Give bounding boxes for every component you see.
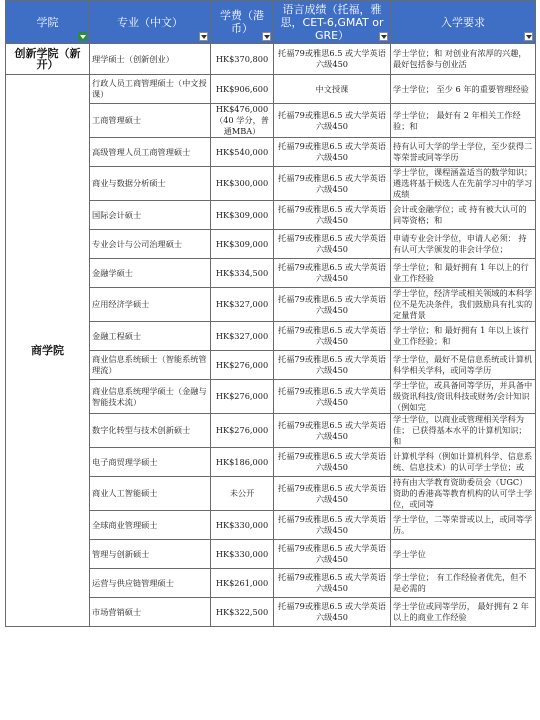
header-language — [274, 1, 391, 44]
major-cell[interactable]: 市场营销硕士 — [90, 598, 211, 627]
major-cell[interactable]: 工商管理硕士 — [90, 104, 211, 138]
requirement-cell[interactable]: 会计或金融学位；或 持有被大认可的同等资格；和 — [391, 201, 536, 230]
header-fee — [211, 1, 274, 44]
language-cell[interactable]: 托福79或雅思6.5 或大学英语六级450 — [274, 44, 391, 75]
language-cell[interactable]: 托福79或雅思6.5 或大学英语六级450 — [274, 201, 391, 230]
language-cell[interactable]: 托福79或雅思6.5 或大学英语六级450 — [274, 569, 391, 598]
fee-cell[interactable]: 未公开 — [211, 477, 274, 511]
requirement-cell[interactable]: 学士学位，以商业或管理相关学科为佳； 已获得基本水平的计算机知识；和 — [391, 414, 536, 448]
requirement-cell[interactable]: 学士学位，最好不是信息系统或计算机科学相关学科，或同等学历 — [391, 351, 536, 380]
requirement-cell[interactable]: 学士学位，二等荣誉或以上，或同等学历。 — [391, 511, 536, 540]
major-cell[interactable]: 理学硕士（创新创业） — [90, 44, 211, 75]
fee-cell[interactable]: HK$327,000 — [211, 322, 274, 351]
requirement-cell[interactable]: 学士学位；和 对创业有浓厚的兴趣，最好包括参与创业活 — [391, 44, 536, 75]
language-cell[interactable]: 中文授课 — [274, 75, 391, 104]
language-cell[interactable]: 托福79或雅思6.5 或大学英语六级450 — [274, 511, 391, 540]
major-cell[interactable]: 高级管理人员工商管理硕士 — [90, 138, 211, 167]
requirement-cell[interactable]: 学士学位； 最好有 2 年相关工作经验；和 — [391, 104, 536, 138]
fee-cell[interactable]: HK$276,000 — [211, 414, 274, 448]
language-cell[interactable]: 托福79或雅思6.5 或大学英语六级450 — [274, 288, 391, 322]
major-cell[interactable]: 商业信息系统理学硕士（金融与智能技术流） — [90, 380, 211, 414]
fee-cell[interactable]: HK$906,600 — [211, 75, 274, 104]
major-cell[interactable]: 商业与数据分析硕士 — [90, 167, 211, 201]
language-cell[interactable]: 托福79或雅思6.5 或大学英语六级450 — [274, 167, 391, 201]
language-cell[interactable]: 托福79或雅思6.5 或大学英语六级450 — [274, 138, 391, 167]
filter-active-icon[interactable] — [78, 32, 87, 41]
requirement-cell[interactable]: 持有认可大学的学士学位，至少获得二等荣誉或同等学历 — [391, 138, 536, 167]
requirement-cell[interactable]: 学士学位； 有工作经验者优先，但不是必需的 — [391, 569, 536, 598]
fee-cell[interactable]: HK$334,500 — [211, 259, 274, 288]
major-cell[interactable]: 国际会计硕士 — [90, 201, 211, 230]
header-major-label: 专业（中文） — [117, 15, 183, 29]
header-row — [6, 1, 536, 44]
filter-dropdown-icon[interactable] — [524, 32, 533, 41]
major-cell[interactable]: 商业信息系统硕士（智能系统管理流） — [90, 351, 211, 380]
fee-cell[interactable]: HK$276,000 — [211, 380, 274, 414]
fee-cell[interactable]: HK$476,000（40 学分，普通MBA） — [211, 104, 274, 138]
language-cell[interactable]: 托福79或雅思6.5 或大学英语六级450 — [274, 259, 391, 288]
major-cell[interactable]: 管理与创新硕士 — [90, 540, 211, 569]
table-row — [6, 44, 536, 75]
major-cell[interactable]: 电子商贸理学硕士 — [90, 448, 211, 477]
fee-cell[interactable]: HK$540,000 — [211, 138, 274, 167]
header-major — [90, 1, 211, 44]
programs-table — [5, 0, 536, 627]
major-cell[interactable]: 应用经济学硕士 — [90, 288, 211, 322]
fee-cell[interactable]: HK$327,000 — [211, 288, 274, 322]
requirement-cell[interactable]: 学士学位或同等学历， 最好拥有 2 年以上的商业工作经验 — [391, 598, 536, 627]
fee-cell[interactable]: HK$330,000 — [211, 511, 274, 540]
header-requirement-label: 入学要求 — [441, 15, 485, 29]
school-cell[interactable]: 商学院 — [6, 75, 90, 627]
spreadsheet — [5, 0, 535, 718]
fee-cell[interactable]: HK$370,800 — [211, 44, 274, 75]
header-requirement — [391, 1, 536, 44]
table-row — [6, 75, 536, 104]
fee-cell[interactable]: HK$261,000 — [211, 569, 274, 598]
language-cell[interactable]: 托福79或雅思6.5 或大学英语六级450 — [274, 414, 391, 448]
header-school-label: 学院 — [36, 15, 59, 29]
fee-cell[interactable]: HK$330,000 — [211, 540, 274, 569]
language-cell[interactable]: 托福79或雅思6.5 或大学英语六级450 — [274, 351, 391, 380]
language-cell[interactable]: 托福79或雅思6.5 或大学英语六级450 — [274, 104, 391, 138]
language-cell[interactable]: 托福79或雅思6.5 或大学英语六级450 — [274, 230, 391, 259]
fee-cell[interactable]: HK$309,000 — [211, 201, 274, 230]
fee-cell[interactable]: HK$276,000 — [211, 351, 274, 380]
language-cell[interactable]: 托福79或雅思6.5 或大学英语六级450 — [274, 598, 391, 627]
major-cell[interactable]: 全球商业管理硕士 — [90, 511, 211, 540]
header-language-label: 语言成绩（托福，雅思，CET-6,GMAT or GRE） — [280, 2, 384, 42]
requirement-cell[interactable]: 计算机学科（例如计算机科学、信息系统、信息技术）的认可学士学位；或 — [391, 448, 536, 477]
requirement-cell[interactable]: 学士学位；和 最好拥有 1 年以上该行业工作经验；和 — [391, 322, 536, 351]
language-cell[interactable]: 托福79或雅思6.5 或大学英语六级450 — [274, 380, 391, 414]
filter-dropdown-icon[interactable] — [262, 32, 271, 41]
requirement-cell[interactable]: 学士学位，经济学或相关领域的本科学位不是先决条件，我们鼓励具有扎实的定量背景 — [391, 288, 536, 322]
header-fee-label: 学费（港币） — [220, 9, 264, 35]
requirement-cell[interactable]: 申请专业会计学位，申请人必须： 持有认可大学颁发的非会计学位； — [391, 230, 536, 259]
requirement-cell[interactable]: 持有由大学教育资助委员会（UGC）资助的香港高等教育机构的认可学士学位，或同等 — [391, 477, 536, 511]
requirement-cell[interactable]: 学士学位 — [391, 540, 536, 569]
language-cell[interactable]: 托福79或雅思6.5 或大学英语六级450 — [274, 322, 391, 351]
school-cell[interactable]: 创新学院（新开） — [6, 44, 90, 75]
requirement-cell[interactable]: 学士学位； 至少 6 年的重要管理经验 — [391, 75, 536, 104]
language-cell[interactable]: 托福79或雅思6.5 或大学英语六级450 — [274, 448, 391, 477]
filter-dropdown-icon[interactable] — [379, 32, 388, 41]
requirement-cell[interactable]: 学士学位，或具备同等学历，并具备中级资讯科技/资讯科技或财务/会计知识（例如完 — [391, 380, 536, 414]
major-cell[interactable]: 商业人工智能硕士 — [90, 477, 211, 511]
requirement-cell[interactable]: 学士学位；和 最好拥有 1 年以上的行业工作经验 — [391, 259, 536, 288]
major-cell[interactable]: 金融工程硕士 — [90, 322, 211, 351]
fee-cell[interactable]: HK$186,000 — [211, 448, 274, 477]
header-school — [6, 1, 90, 44]
major-cell[interactable]: 数字化转型与技术创新硕士 — [90, 414, 211, 448]
major-cell[interactable]: 金融学硕士 — [90, 259, 211, 288]
major-cell[interactable]: 专业会计与公司治理硕士 — [90, 230, 211, 259]
fee-cell[interactable]: HK$300,000 — [211, 167, 274, 201]
language-cell[interactable]: 托福79或雅思6.5 或大学英语六级450 — [274, 477, 391, 511]
requirement-cell[interactable]: 学士学位，课程涵盖适当的数学知识； 遴选将基于候选人在先前学习中的学习成绩 — [391, 167, 536, 201]
fee-cell[interactable]: HK$309,000 — [211, 230, 274, 259]
fee-cell[interactable]: HK$322,500 — [211, 598, 274, 627]
major-cell[interactable]: 运营与供应链管理硕士 — [90, 569, 211, 598]
major-cell[interactable]: 行政人员工商管理硕士（中文授课） — [90, 75, 211, 104]
filter-dropdown-icon[interactable] — [199, 32, 208, 41]
language-cell[interactable]: 托福79或雅思6.5 或大学英语六级450 — [274, 540, 391, 569]
